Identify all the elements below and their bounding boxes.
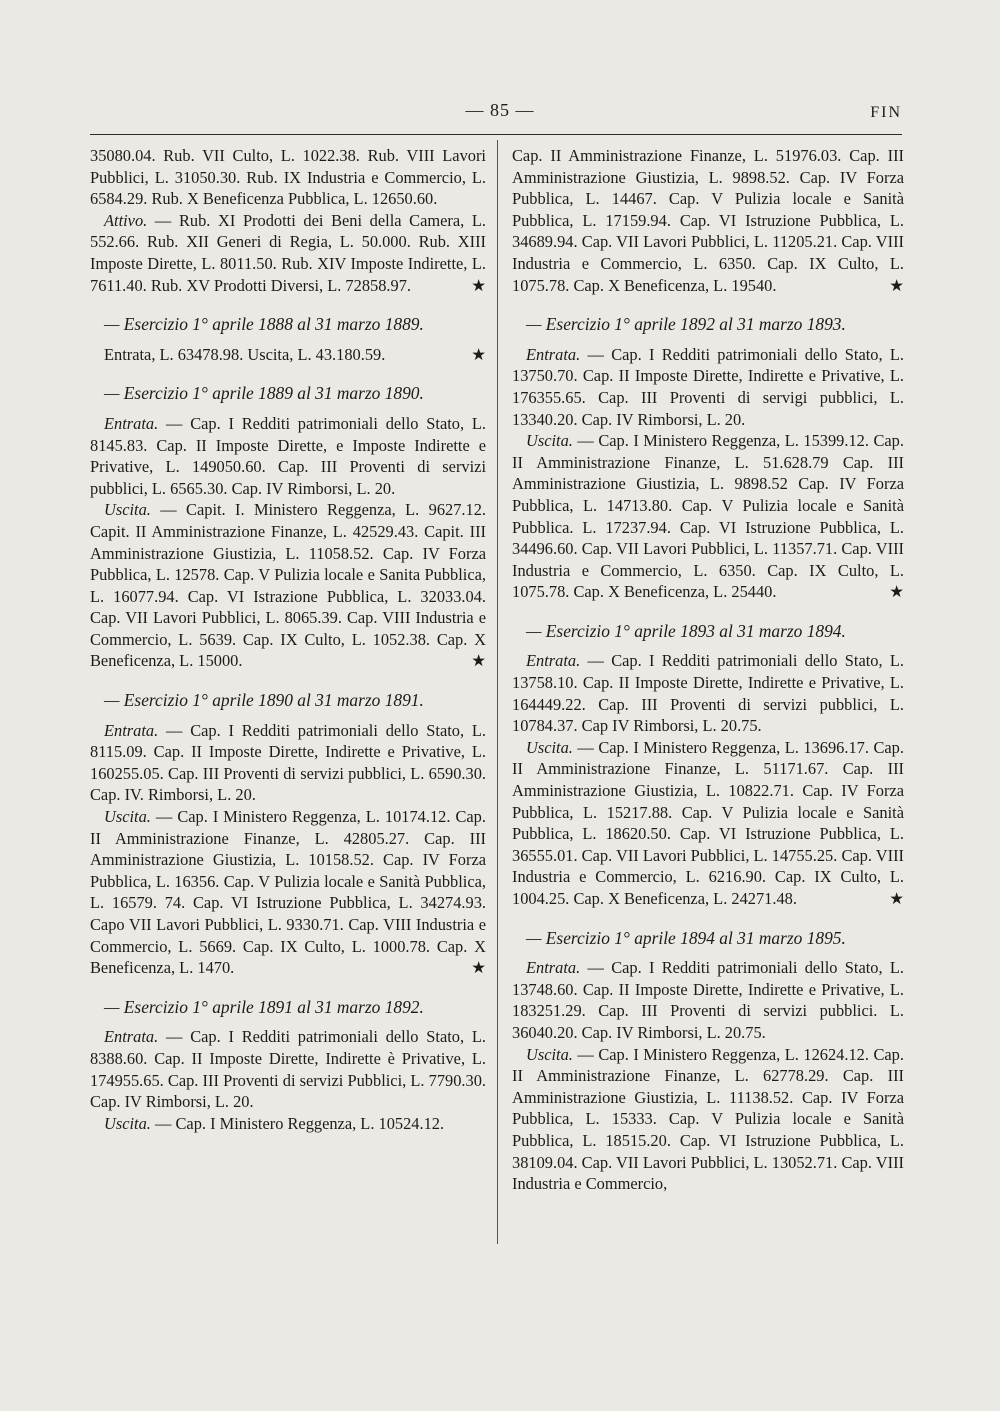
section-label: Entrata.: [526, 344, 581, 364]
paragraph: [90, 145, 486, 210]
paragraph-text: — Cap. I Redditi patrimoniali dello Stato, L. 8115.09. Cap. II Imposte Dirette, Indirette e Privative, L. 160255.05. Cap. III Proventi di servizi pubblici, L. 6590.30. Cap. IV. Rimborsi, L. 20.: [90, 720, 486, 805]
paragraph-text: — Capit. I. Ministero Reggenza, L. 9627.12. Capit. II Amministrazione Finanze, L. 42529.43. Capit. III Amministrazione Giustizia, L. 11058.52. Cap. IV Forza Pubblica, L. 12578. Cap. V Pulizia locale e Sanita Pubblica, L. 16077.94. Cap. VI Istrazione Pubblica, L. 32033.04. Cap. VII Lavori Pubblici, L. 8065.39. Cap. VIII Industria e Commercio, L. 5639. Cap. IX Culto, L. 1052.38. Cap. X Beneficenza, L. 15000.: [90, 500, 486, 671]
star-mark: ★: [889, 889, 904, 908]
paragraph: [512, 957, 904, 1043]
paragraph: [512, 1044, 904, 1195]
column-divider: [497, 140, 498, 1244]
paragraph-text: — Cap. I Ministero Reggenza, L. 12624.12. Cap. II Amministrazione Finanze, L. 62778.29. Cap. III Amministrazione Giustizia, L. 11138.52. Cap. IV Forza Pubblica, L. 15333. Cap. V Pulizia locale e Sanità Pubblica, L. 18515.20. Cap. VI Istruzione Pubblica, L. 38109.04. Cap. VII Lavori Pubblici, L. 13052.71. Cap. VIII Industria e Commercio,: [512, 1044, 904, 1194]
paragraph-text: — Cap. I Redditi patrimoniali dello Stato, L. 13750.70. Cap. II Imposte Dirette, Indirette e Privative, L. 176355.65. Cap. III Proventi di servigi pubblici, L. 13340.20. Cap. IV Rimborsi, L. 20.: [512, 344, 904, 429]
paragraph-text: — Cap. I Redditi patrimoniali dello Stato, L. 8388.60. Cap. II Imposte Dirette, Indirette è Privative, L. 174955.65. Cap. III Proventi di servizi Pubblici, L. 7790.30. Cap. IV Rimborsi, L. 20.: [90, 1027, 486, 1112]
section-label: Entrata.: [104, 1027, 159, 1047]
star-mark: ★: [889, 275, 904, 295]
paragraph-text: 35080.04. Rub. VII Culto, L. 1022.38. Rub. VIII Lavori Pubblici, L. 31050.30. Rub. IX Industria e Commercio, L. 6584.29. Rub. X Beneficenza Pubblica, L. 12650.60.: [90, 146, 486, 209]
section-label: Uscita.: [104, 807, 151, 827]
paragraph-text: Entrata, L. 63478.98. Uscita, L. 43.180.59.: [104, 344, 386, 364]
page-number: — 85 —: [465, 100, 535, 120]
section-heading: — Esercizio 1° aprile 1889 al 31 marzo 1890.: [104, 383, 424, 404]
section-label: Uscita.: [526, 737, 573, 757]
paragraph-text: — Cap. I Redditi patrimoniali dello Stato, L. 13758.10. Cap. II Imposte Dirette, Indirette e Privative, L. 164449.22. Cap. III Proventi di servizi pubblici, L. 10784.37. Cap IV Rimborsi, L. 20.75.: [512, 651, 904, 736]
header-rule: [90, 134, 902, 135]
paragraph-text: — Cap. I Ministero Reggenza, L. 13696.17. Cap. II Amministrazione Finanze, L. 51171.67. Cap. III Amministrazione Giustizia, L. 10822.71. Cap. IV Forza Pubblica, L. 15217.88. Cap. V Pulizia locale e Sanità Pubblica, L. 18620.50. Cap. VI Istruzione Pubblica, L. 36555.01. Cap. VII Lavori Pubblici, L. 14755.25. Cap. VIII Industria e Commercio, L. 6216.90. Cap. IX Culto, L. 1004.25. Cap. X Beneficenza, L. 24271.48.: [512, 737, 904, 908]
section-code: FIN: [870, 104, 902, 121]
section-heading: — Esercizio 1° aprile 1888 al 31 marzo 1889.: [104, 314, 424, 335]
paragraph-text: — Cap. I Redditi patrimoniali dello Stato, L. 8145.83. Cap. II Imposte Dirette, e Imposte Indirette e Privative, L. 149050.60. Cap. III Proventi di servizi pubblici, L. 6565.30. Cap. IV Rimborsi, L. 20.: [90, 413, 486, 498]
paragraph-text: — Rub. XI Prodotti dei Beni della Camera, L. 552.66. Rub. XII Generi di Regia, L. 50.000. Rub. XIII Imposte Dirette, L. 8011.50. Rub. XIV Imposte Indirette, L. 7611.40. Rub. XV Prodotti Diversi, L. 72858.97.: [90, 210, 486, 295]
section-heading: — Esercizio 1° aprile 1890 al 31 marzo 1891.: [104, 690, 424, 711]
paragraph: [90, 499, 486, 672]
section-label: Attivo.: [104, 210, 148, 230]
section-heading: — Esercizio 1° aprile 1892 al 31 marzo 1893.: [526, 314, 846, 335]
paragraph: [512, 737, 904, 910]
paragraph: [512, 145, 904, 296]
paragraph-text: — Cap. I Ministero Reggenza, L. 10524.12.: [155, 1113, 445, 1133]
star-mark: ★: [471, 958, 486, 978]
right-column: [512, 145, 904, 1195]
left-column: [90, 145, 486, 1134]
paragraph: [90, 720, 486, 806]
section-label: Uscita.: [526, 431, 573, 451]
section-label: Entrata.: [526, 958, 581, 978]
section-heading: — Esercizio 1° aprile 1893 al 31 marzo 1894.: [526, 620, 846, 641]
paragraph-text: Cap. II Amministrazione Finanze, L. 51976.03. Cap. III Amministrazione Giustizia, L. 9898.52. Cap. IV Forza Pubblica, L. 14467. Cap. V Pulizia locale e Sanità Pubblica, L. 17159.94. Cap. VI Istruzione Pubblica, L. 34689.94. Cap. VII Lavori Pubblici, L. 11205.21. Cap. VIII Industria e Commercio, L. 6350. Cap. IX Culto, L. 1075.78. Cap. X Beneficenza, L. 19540.: [512, 146, 904, 295]
paragraph-text: — Cap. I Ministero Reggenza, L. 10174.12. Cap. II Amministrazione Finanze, L. 42805.27. Cap. III Amministrazione Giustizia, L. 10158.52. Cap. IV Forza Pubblica, L. 16356. Cap. V Pulizia locale e Sanità Pubblica, L. 16579. 74. Cap. VI Istruzione Pubblica, L. 34274.93. Capo VII Lavori Pubblici, L. 9330.71. Cap. VIII Industria e Commercio, L. 5669. Cap. IX Culto, L. 1000.78. Cap. X Beneficenza, L. 1470.: [90, 807, 486, 978]
paragraph: [90, 344, 486, 366]
star-mark: ★: [471, 275, 486, 295]
star-mark: ★: [471, 651, 486, 671]
paragraph: [90, 1113, 486, 1135]
paragraph: [90, 806, 486, 979]
paragraph: [90, 210, 486, 296]
star-mark: ★: [889, 582, 904, 602]
paragraph: [90, 1026, 486, 1112]
paragraph-text: — Cap. I Redditi patrimoniali dello Stato, L. 13748.60. Cap. II Imposte Dirette, Indirette e Privative, L. 183251.29. Cap. III Proventi di servizi pubblici. L. 36040.20. Cap. IV Rimborsi, L. 20.75.: [512, 958, 904, 1042]
section-label: Uscita.: [526, 1044, 573, 1064]
paragraph: [512, 650, 904, 736]
section-label: Uscita.: [104, 500, 151, 520]
section-label: Entrata.: [104, 413, 159, 433]
section-heading: — Esercizio 1° aprile 1891 al 31 marzo 1892.: [104, 996, 424, 1017]
section-label: Entrata.: [526, 651, 581, 671]
paragraph-text: — Cap. I Ministero Reggenza, L. 15399.12. Cap. II Amministrazione Finanze, L. 51.628.79 Cap. III Amministrazione Giustizia, L. 9898.52 Cap. IV Forza Pubblica, L. 14713.80. Cap. V Pulizia locale e Sanità Pubblica. L. 17237.94. Cap. VI Istruzione Pubblica, L. 34496.60. Cap. VII Lavori Pubblici, L. 11357.71. Cap. VIII Industria e Commercio, L. 6350. Cap. IX Culto, L. 1075.78. Cap. X Beneficenza, L. 25440.: [512, 431, 904, 602]
paragraph: [90, 413, 486, 499]
star-mark: ★: [471, 344, 486, 364]
section-heading: — Esercizio 1° aprile 1894 al 31 marzo 1895.: [526, 927, 846, 948]
section-label: Entrata.: [104, 720, 159, 740]
paragraph: [512, 344, 904, 430]
section-label: Uscita.: [104, 1113, 151, 1133]
paragraph: [512, 430, 904, 603]
